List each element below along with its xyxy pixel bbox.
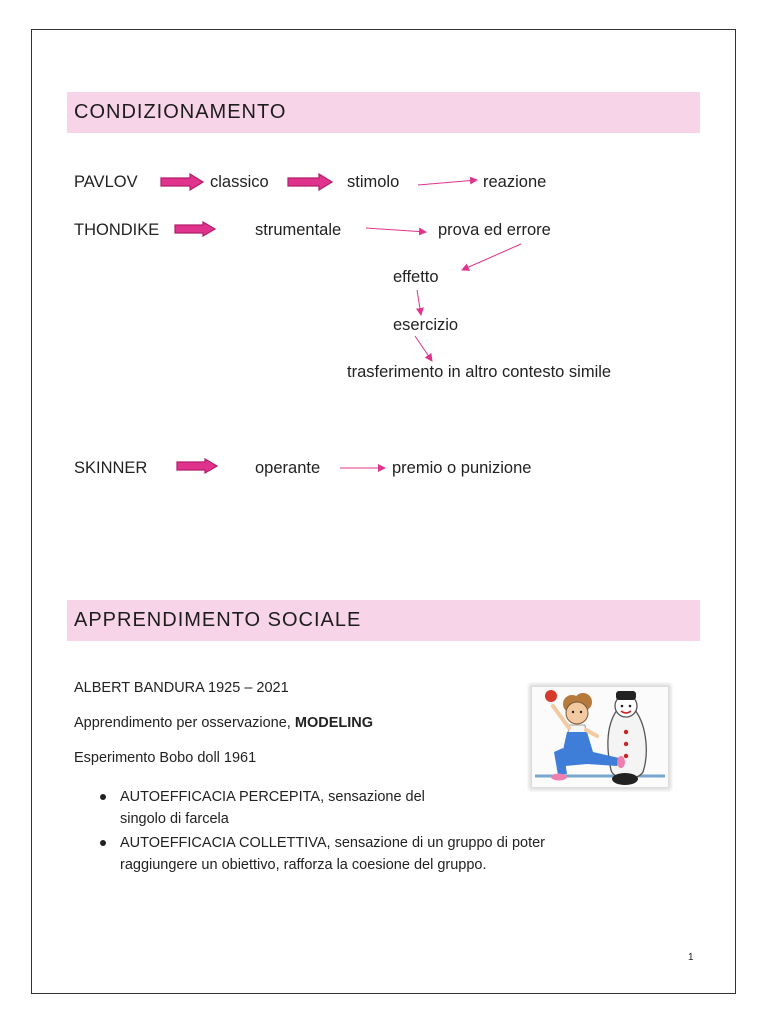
bullet-list bbox=[74, 786, 634, 878]
section-heading-apprendimento-sociale: APPRENDIMENTO SOCIALE bbox=[67, 600, 700, 641]
thondike-step-trasferimento: trasferimento in altro contesto simile bbox=[347, 363, 612, 381]
page-number: 1 bbox=[688, 952, 694, 963]
bullet-dot-icon bbox=[100, 794, 106, 800]
thondike-step-esercizio: esercizio bbox=[393, 316, 459, 334]
bullet-rest: , sensazione del bbox=[320, 789, 425, 805]
pavlov-step-reazione: reazione bbox=[483, 173, 547, 191]
observation-prefix: Apprendimento per osservazione, bbox=[74, 715, 295, 731]
experiment-line: Esperimento Bobo doll 1961 bbox=[74, 750, 257, 766]
thondike-step-effetto: effetto bbox=[393, 268, 439, 286]
bullet-rest: , sensazione di un gruppo di poter bbox=[326, 835, 546, 851]
skinner-type: operante bbox=[255, 459, 321, 477]
thondike-arrow-icon bbox=[174, 221, 216, 237]
thondike-step-prova: prova ed errore bbox=[438, 221, 551, 239]
thondike-label: THONDIKE bbox=[74, 221, 160, 239]
pavlov-label: PAVLOV bbox=[74, 173, 138, 191]
pavlov-step-stimolo: stimolo bbox=[347, 173, 400, 191]
observation-bold: MODELING bbox=[294, 715, 373, 731]
bobo-doll-illustration bbox=[527, 682, 673, 792]
thondike-type: strumentale bbox=[255, 221, 342, 239]
bullet-term: AUTOEFFICACIA PERCEPITA bbox=[120, 789, 321, 805]
bullet-item bbox=[74, 832, 634, 876]
bullet-line2: raggiungere un obiettivo, rafforza la coesione del gruppo. bbox=[120, 857, 487, 873]
pavlov-arrow-1-icon bbox=[160, 173, 204, 191]
bullet-item bbox=[74, 786, 634, 830]
skinner-step-premio: premio o punizione bbox=[392, 459, 532, 477]
bullet-line2: singolo di farcela bbox=[120, 811, 229, 827]
bullet-dot-icon bbox=[100, 840, 106, 846]
author-line: ALBERT BANDURA 1925 – 2021 bbox=[74, 680, 289, 696]
pavlov-arrow-2-icon bbox=[287, 173, 333, 191]
bullet-term: AUTOEFFICACIA COLLETTIVA bbox=[120, 835, 327, 851]
pavlov-type: classico bbox=[210, 173, 269, 191]
observation-line bbox=[74, 713, 373, 733]
section-heading-condizionamento: CONDIZIONAMENTO bbox=[67, 92, 700, 133]
skinner-arrow-icon bbox=[176, 458, 218, 474]
skinner-label: SKINNER bbox=[74, 459, 148, 477]
